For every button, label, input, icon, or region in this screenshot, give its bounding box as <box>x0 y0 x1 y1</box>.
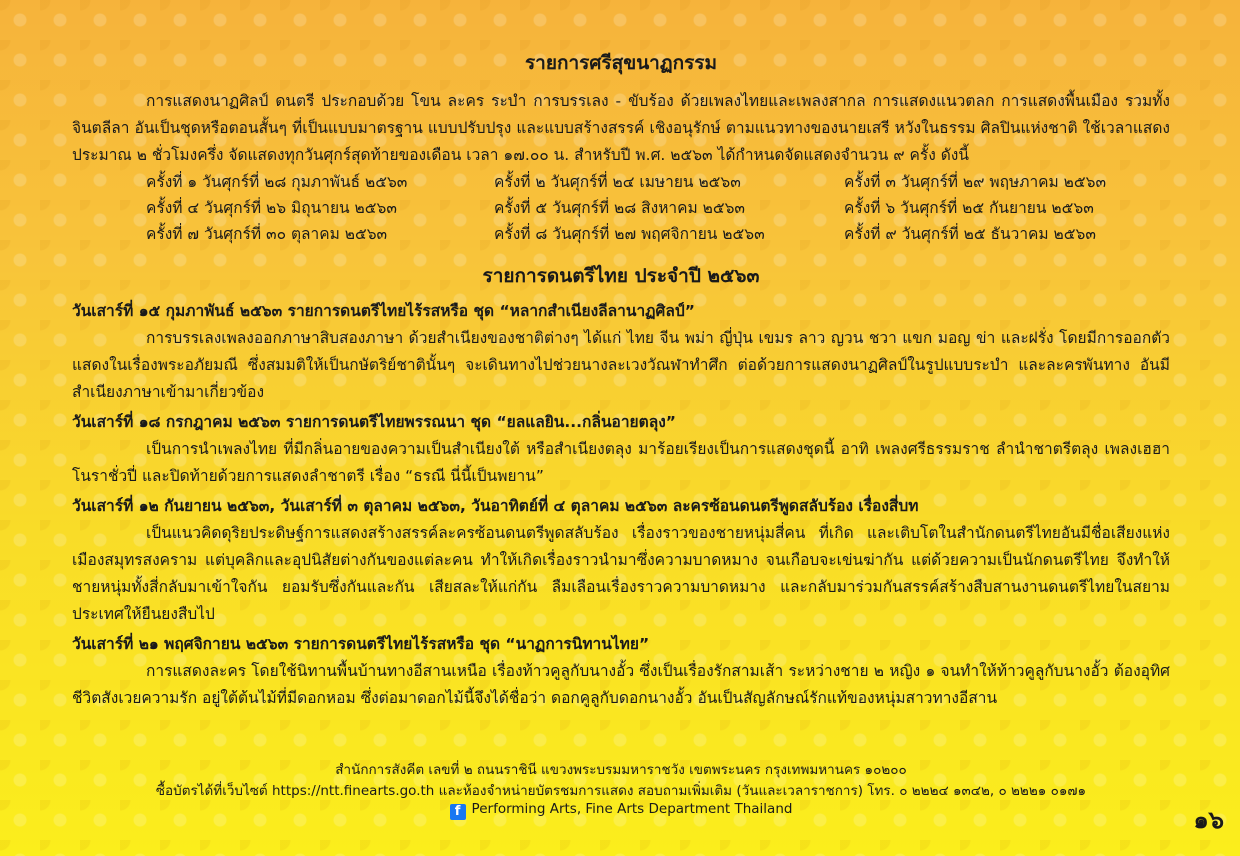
event-heading: วันเสาร์ที่ ๑๕ กุมภาพันธ์ ๒๕๖๓ รายการดนตรีไทยไร้รสหรือ ชุด “หลากสำเนียงลีลานาฏศิลป์” <box>72 302 695 320</box>
page-title: รายการศรีสุขนาฏกรรม <box>524 52 718 74</box>
event-description: เป็นการนำเพลงไทย ที่มีกลิ่นอายของความเป็นสำเนียงใต้ หรือสำเนียงตลุง มาร้อยเรียงเป็นการแสดงชุดนี้ อาทิ เพลงศรีธรรมราช ลำนำชาตรีตลุง เพลงเฮฮาโนราชั่วปี่ และปิดท้ายด้วยการแสดงลำชาตรี เรื่อง “ธรณี นี่นี้เป็นพยาน” <box>72 440 1170 485</box>
event-description: การแสดงละคร โดยใช้นิทานพื้นบ้านทางอีสานเหนือ เรื่องท้าวคูลูกับนางอั้ว ซึ่งเป็นเรื่องรักสามเส้า ระหว่างชาย ๒ หญิง ๑ จนทำให้ท้าวคูลูกับนางอั้ว ต้องอุทิศชีวิตสังเวยความรัก อยู่ใต้ต้นไม้ที่มีดอกหอม ซึ่งต่อมาดอกไม้นี้จึงได้ชื่อว่า ดอกคูลูกับดอกนางอั้ว อันเป็นสัญลักษณ์รักแท้ของหนุ่มสาวทางอีสาน <box>72 662 1170 707</box>
event-heading: วันเสาร์ที่ ๑๒ กันยายน ๒๕๖๓, วันเสาร์ที่ ๓ ตุลาคม ๒๕๖๓, วันอาทิตย์ที่ ๔ ตุลาคม ๒๕๖๓ ละครซ้อนดนตรีพูดสลับร้อง เรื่องสี่บท <box>72 497 919 515</box>
schedule-row <box>146 169 1170 195</box>
event-description: เป็นแนวคิดดุริยประดิษฐ์การแสดงสร้างสรรค์ละครซ้อนดนตรีพูดสลับร้อง เรื่องราวของชายหนุ่มสี่คน ที่เกิด และเติบโตในสำนักดนตรีไทยอันมีชื่อเสียงแห่งเมืองสมุทรสงคราม แต่บุคลิกและอุปนิสัยต่างกันของแต่ละคน ทำให้เกิดเรื่องราวนำมาซึ่งความบาดหมาง จนเกือบจะเข่นฆ่ากัน แต่ด้วยความเป็นนักดนตรีไทย จึงทำให้ชายหนุ่มทั้งสี่กลับมาเข้าใจกัน ยอมรับซึ่งกันและกัน เสียสละให้แก่กัน ลืมเลือนเรื่องราวความบาดหมาง และกลับมาร่วมกันสรรค์สร้างสืบสานงานดนตรีไทยในสยามประเทศให้ยืนยงสืบไป <box>72 524 1170 623</box>
schedule-item: ครั้งที่ ๖ วันศุกร์ที่ ๒๕ กันยายน ๒๕๖๓ <box>844 199 1094 217</box>
schedule-row <box>146 195 1170 221</box>
section-title: รายการดนตรีไทย ประจำปี ๒๕๖๓ <box>482 265 760 287</box>
schedule-item: ครั้งที่ ๘ วันศุกร์ที่ ๒๗ พฤศจิกายน ๒๕๖๓ <box>494 225 765 243</box>
schedule-item: ครั้งที่ ๑ วันศุกร์ที่ ๒๘ กุมภาพันธ์ ๒๕๖๓ <box>146 173 408 191</box>
schedule-list <box>146 169 1170 247</box>
schedule-item: ครั้งที่ ๙ วันศุกร์ที่ ๒๕ ธันวาคม ๒๕๖๓ <box>844 225 1096 243</box>
event-heading: วันเสาร์ที่ ๑๘ กรกฎาคม ๒๕๖๓ รายการดนตรีไทยพรรณนา ชุด “ยลแลยิน...กลิ่นอายตลุง” <box>72 413 676 431</box>
footer-address: สำนักการสังคีต เลขที่ ๒ ถนนราชินี แขวงพระบรมมหาราชวัง เขตพระนคร กรุงเทพมหานคร ๑๐๒๐๐ <box>335 762 907 778</box>
schedule-item: ครั้งที่ ๔ วันศุกร์ที่ ๒๖ มิถุนายน ๒๕๖๓ <box>146 199 397 217</box>
schedule-item: ครั้งที่ ๒ วันศุกร์ที่ ๒๔ เมษายน ๒๕๖๓ <box>494 173 741 191</box>
schedule-item: ครั้งที่ ๓ วันศุกร์ที่ ๒๙ พฤษภาคม ๒๕๖๓ <box>844 173 1107 191</box>
schedule-item: ครั้งที่ ๗ วันศุกร์ที่ ๓๐ ตุลาคม ๒๕๖๓ <box>146 225 388 243</box>
footer-tickets: ซื้อบัตรได้ที่เว็บไซต์ https://ntt.finearts.go.th และห้องจำหน่ายบัตรชมการแสดง สอบถามเพิ่มเติม (วันและเวลาราชการ) โทร. ๐ ๒๒๒๔ ๑๓๔๒, ๐ ๒๒๒๑ ๐๑๗๑ <box>155 783 1087 799</box>
footer-facebook[interactable] <box>72 801 1170 820</box>
intro-paragraph: การแสดงนาฏศิลป์ ดนตรี ประกอบด้วย โขน ละคร ระบำ การบรรเลง - ขับร้อง ด้วยเพลงไทยและเพลงสากล การแสดงแนวตลก การแสดงพื้นเมือง รวมทั้งจินตลีลา อันเป็นชุดหรือตอนสั้นๆ ที่เป็นแบบมาตรฐาน แบบปรับปรุง และแบบสร้างสรรค์ เชิงอนุรักษ์ ตามแนวทางของนายเสรี หวังในธรรม ศิลปินแห่งชาติ ใช้เวลาแสดงประมาณ ๒ ชั่วโมงครึ่ง จัดแสดงทุกวันศุกร์สุดท้ายของเดือน เวลา ๑๗.๐๐ น. สำหรับปี พ.ศ. ๒๕๖๓ ได้กำหนดจัดแสดงจำนวน ๙ ครั้ง ดังนี้ <box>72 92 1170 164</box>
schedule-row <box>146 221 1170 247</box>
page-number: ๑๖ <box>1193 806 1224 834</box>
event-description: การบรรเลงเพลงออกภาษาสิบสองภาษา ด้วยสำเนียงของชาติต่างๆ ได้แก่ ไทย จีน พม่า ญี่ปุ่น เขมร ลาว ญวน ชวา แขก มอญ ข่า และฝรั่ง โดยมีการออกตัวแสดงในเรื่องพระอภัยมณี ซึ่งสมมติให้เป็นกษัตริย์ชาตินั้นๆ จะเดินทางไปช่วยนางละเวงวัณฬาทำศึก ต่อด้วยการแสดงนาฏศิลป์ในรูปแบบระบำ และละครพันทาง อันมีสำเนียงภาษาเข้ามาเกี่ยวข้อง <box>72 329 1170 401</box>
facebook-page-label[interactable]: Performing Arts, Fine Arts Department Thailand <box>471 801 793 817</box>
facebook-icon: f <box>450 804 466 820</box>
event-heading: วันเสาร์ที่ ๒๑ พฤศจิกายน ๒๕๖๓ รายการดนตรีไทยไร้รสหรือ ชุด “นาฏการนิทานไทย” <box>72 635 650 653</box>
document-body <box>72 48 1170 712</box>
schedule-item: ครั้งที่ ๕ วันศุกร์ที่ ๒๘ สิงหาคม ๒๕๖๓ <box>494 199 746 217</box>
